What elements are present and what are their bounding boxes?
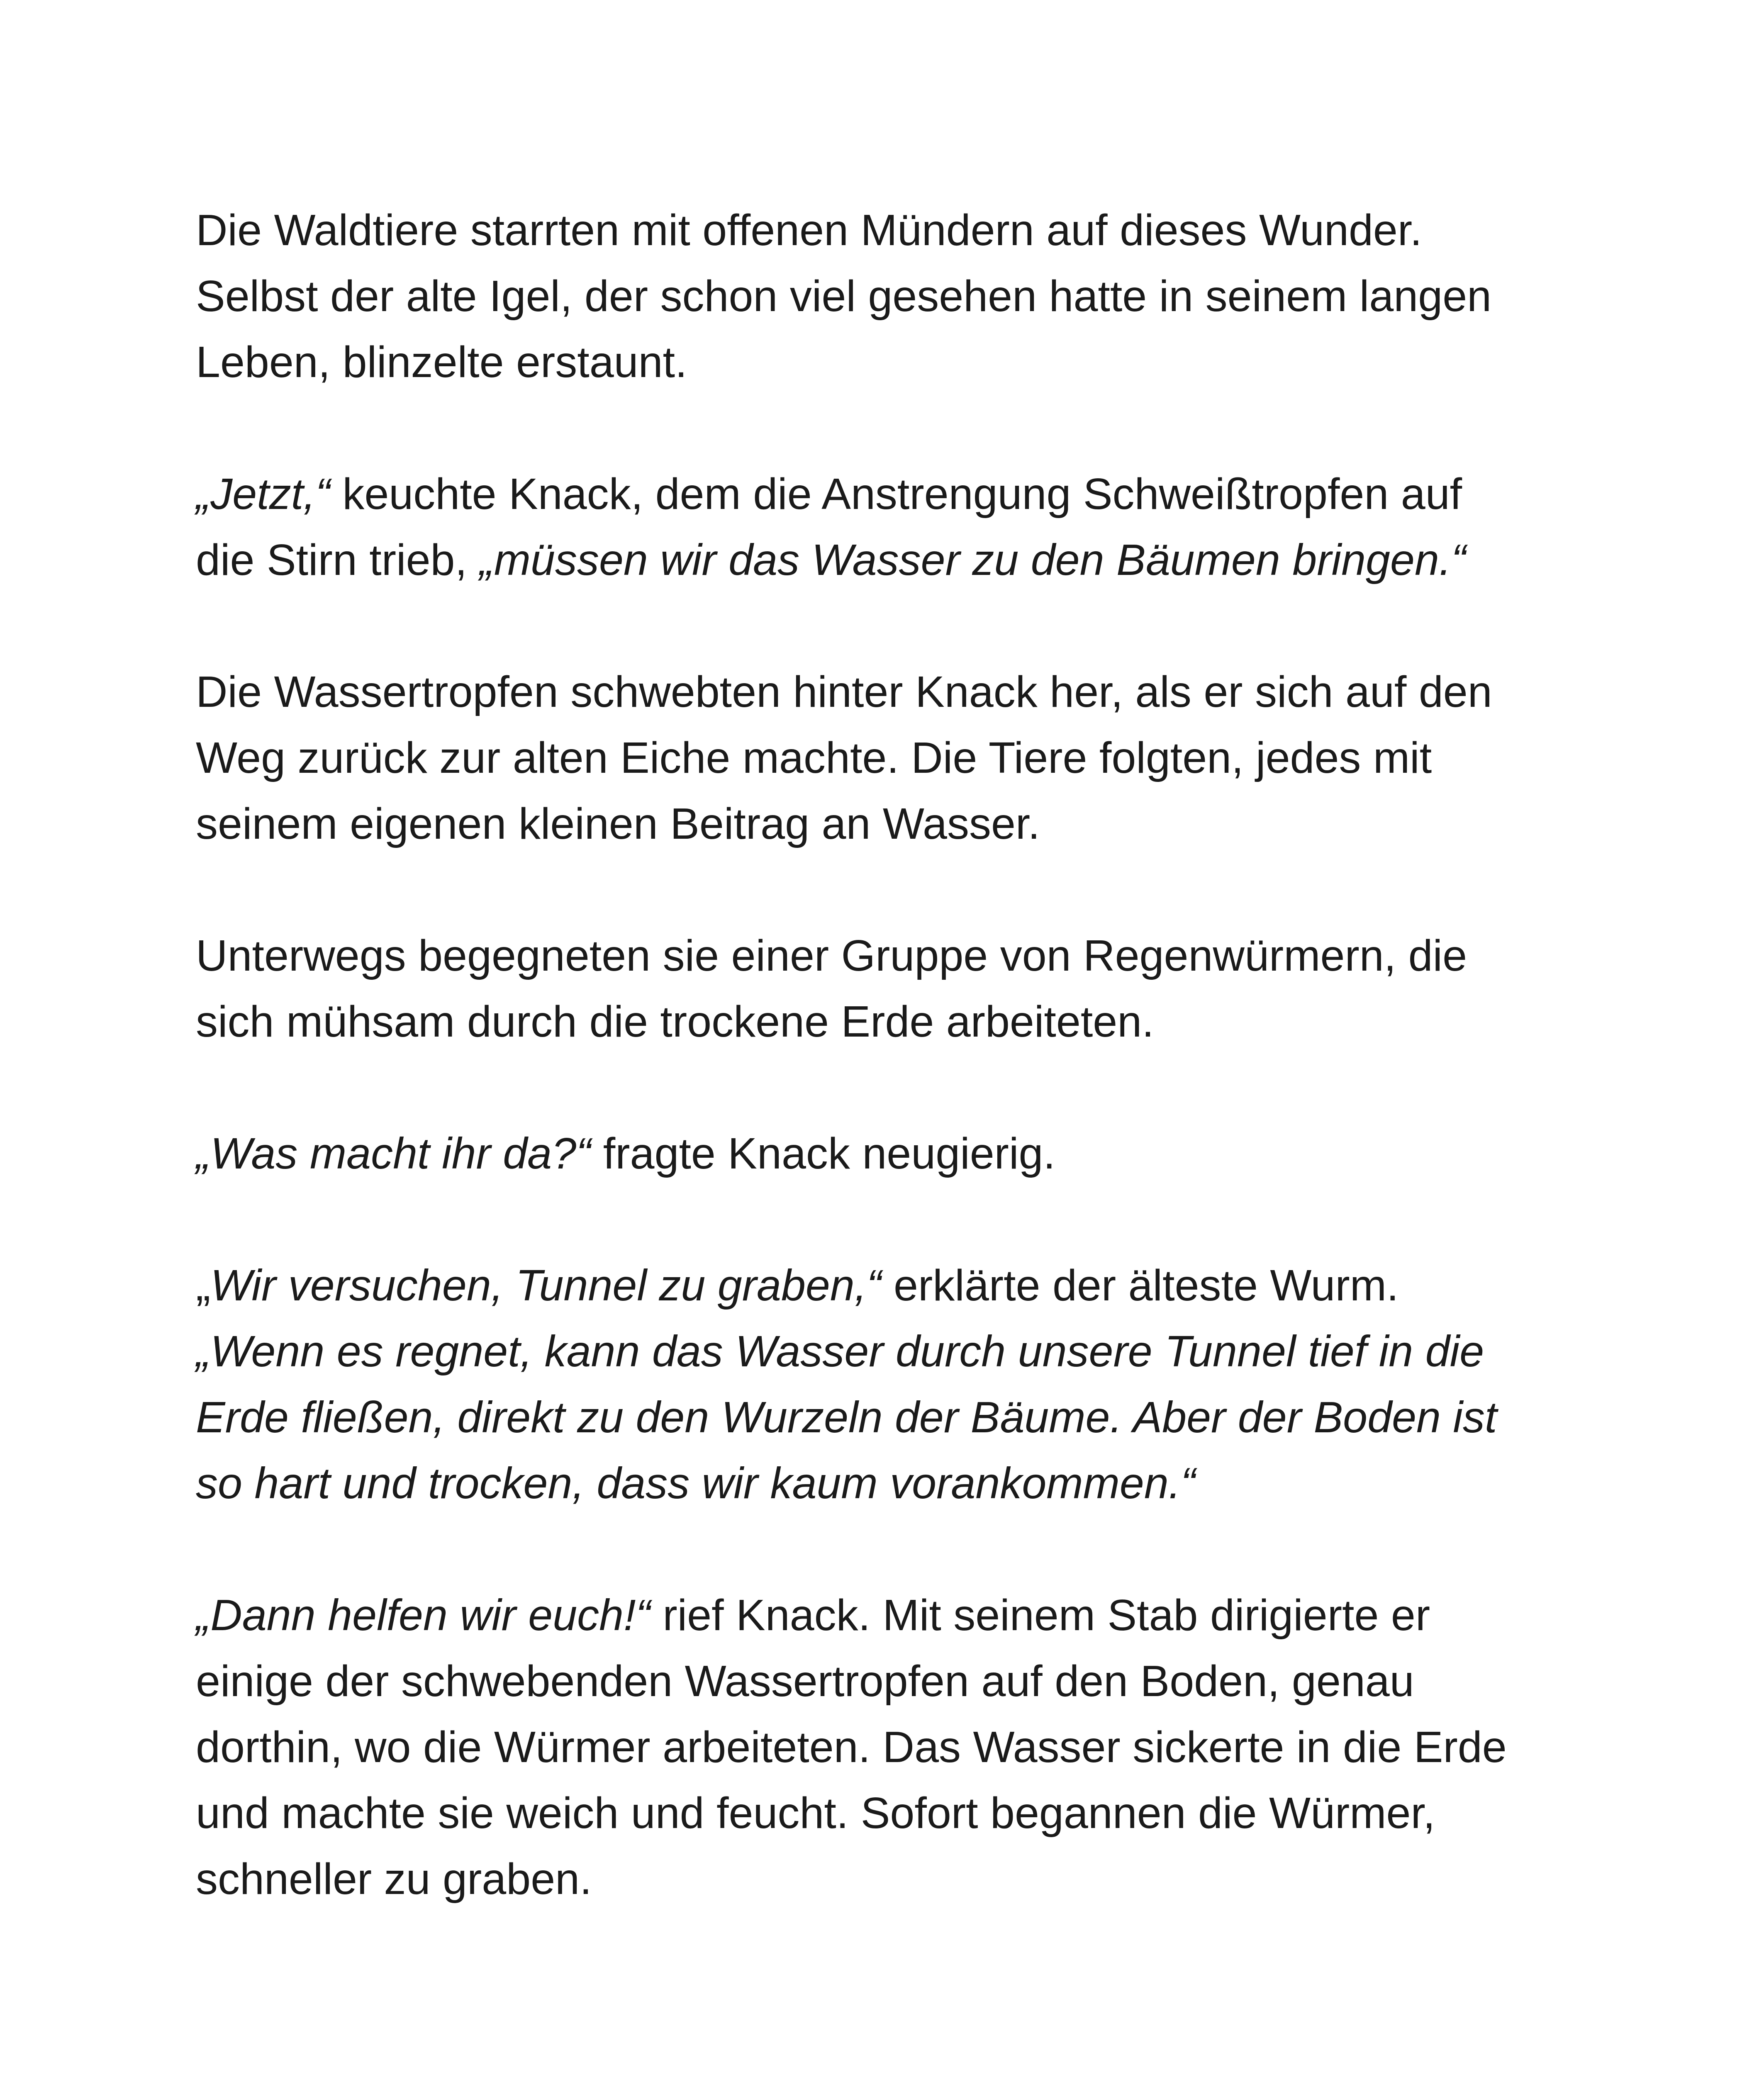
- text-line: [196, 461, 1581, 527]
- narration-text: erklärte der älteste Wurm.: [881, 1261, 1399, 1310]
- paragraph-6: [196, 1253, 1581, 1517]
- text-line: [196, 1121, 1581, 1187]
- dialogue-text: „Was macht ihr da?“: [196, 1129, 591, 1178]
- text-line: [196, 1582, 1581, 1648]
- paragraph-4: [196, 923, 1581, 1055]
- dialogue-text: „Jetzt,“: [196, 470, 330, 518]
- text-line: Selbst der alte Igel, der schon viel gesehen hatte in seinem langen: [196, 272, 1492, 321]
- narration-text: die Stirn trieb,: [196, 536, 480, 584]
- text-line: Die Waldtiere starrten mit offenen Mündern auf dieses Wunder.: [196, 206, 1422, 255]
- dialogue-text: „Dann helfen wir euch!“: [196, 1591, 651, 1640]
- narration-text: rief Knack. Mit seinem Stab dirigierte er: [650, 1591, 1430, 1640]
- dialogue-line: „Wenn es regnet, kann das Wasser durch unsere Tunnel tief in die: [196, 1327, 1484, 1376]
- dialogue-line: so hart und trocken, dass wir kaum vorankommen.“: [196, 1459, 1196, 1508]
- text-line: Die Wassertropfen schwebten hinter Knack her, als er sich auf den: [196, 667, 1492, 716]
- dialogue-text: „müssen wir das Wasser zu den Bäumen bringen.“: [479, 536, 1466, 584]
- paragraph-5: [196, 1121, 1581, 1187]
- paragraph-2: [196, 461, 1581, 593]
- text-line: [196, 527, 1581, 593]
- paragraph-3: [196, 659, 1581, 857]
- text-line: Leben, blinzelte erstaunt.: [196, 338, 687, 387]
- narration-text: keuchte Knack, dem die Anstrengung Schweißtropfen auf: [330, 470, 1462, 518]
- text-line: schneller zu graben.: [196, 1855, 592, 1904]
- text-line: [196, 1253, 1581, 1319]
- text-line: und machte sie weich und feucht. Sofort begannen die Würmer,: [196, 1789, 1435, 1838]
- text-line: dorthin, wo die Würmer arbeiteten. Das Wasser sickerte in die Erde: [196, 1723, 1507, 1772]
- text-line: einige der schwebenden Wassertropfen auf den Boden, genau: [196, 1657, 1414, 1706]
- narration-text: fragte Knack neugierig.: [591, 1129, 1055, 1178]
- paragraph-1: [196, 197, 1581, 395]
- text-line: sich mühsam durch die trockene Erde arbeiteten.: [196, 997, 1154, 1046]
- dialogue-text: Wir versuchen, Tunnel zu graben,“: [210, 1261, 882, 1310]
- text-line: seinem eigenen kleinen Beitrag an Wasser.: [196, 799, 1040, 848]
- paragraph-7: [196, 1582, 1581, 1912]
- dialogue-line: Erde fließen, direkt zu den Wurzeln der Bäume. Aber der Boden ist: [196, 1393, 1497, 1442]
- story-text: [196, 197, 1581, 1912]
- text-line: Weg zurück zur alten Eiche machte. Die Tiere folgten, jedes mit: [196, 733, 1432, 782]
- text-line: Unterwegs begegneten sie einer Gruppe von Regenwürmern, die: [196, 931, 1467, 980]
- quote-mark: „: [196, 1261, 211, 1310]
